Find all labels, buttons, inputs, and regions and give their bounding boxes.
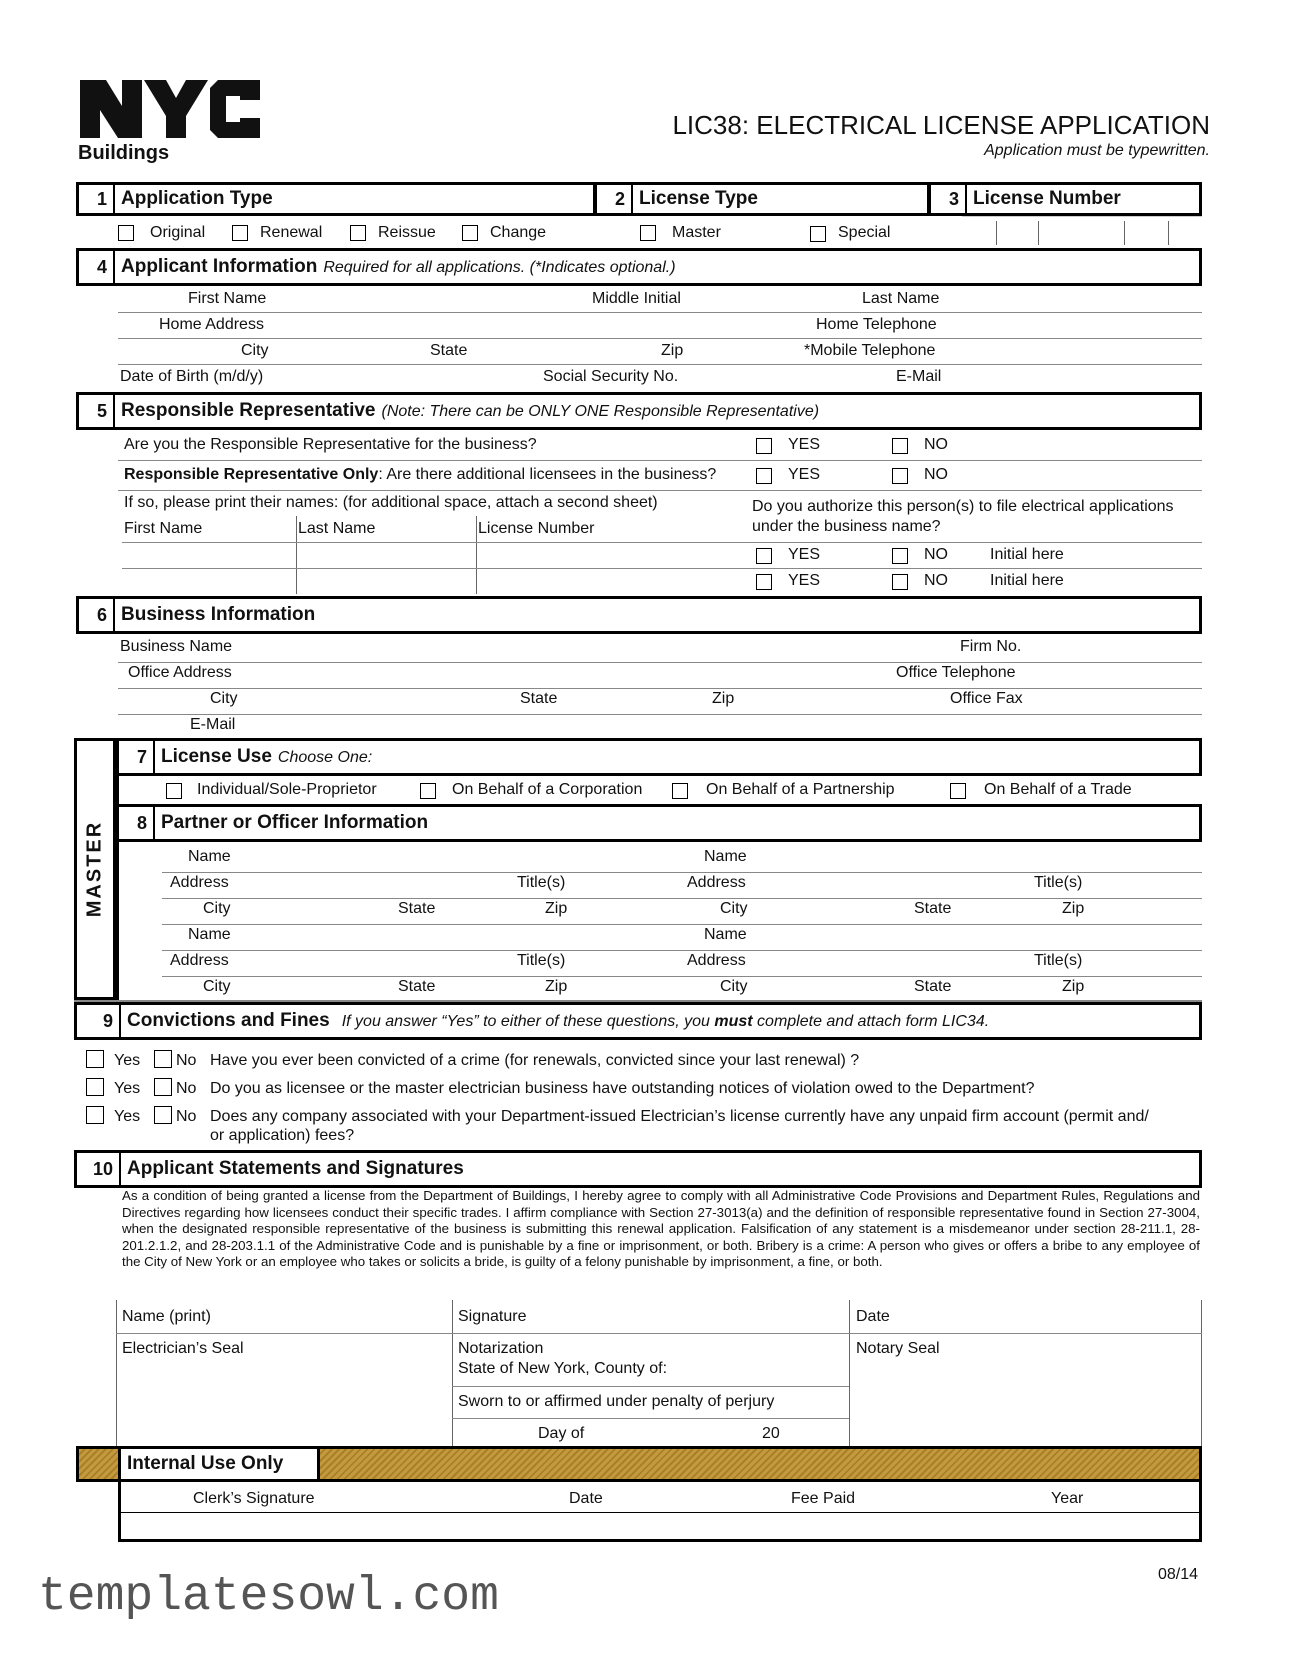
section-4-header xyxy=(76,248,1202,286)
special-label: Special xyxy=(838,224,891,241)
watermark: templatesowl.com xyxy=(38,1570,499,1624)
q2-no-checkbox[interactable] xyxy=(154,1078,172,1096)
digit-divider xyxy=(996,221,997,245)
field-line xyxy=(118,490,1202,491)
note-post: complete and attach form LIC34. xyxy=(752,1013,990,1030)
internal-use-title: Internal Use Only xyxy=(118,1446,320,1482)
rr-yes-checkbox[interactable] xyxy=(756,438,772,454)
no-label: No xyxy=(176,1080,197,1097)
year-prefix-label: 20 xyxy=(762,1425,780,1442)
sole-proprietor-checkbox[interactable] xyxy=(166,783,182,799)
original-label: Original xyxy=(150,224,206,241)
section-title: License Number xyxy=(973,188,1121,209)
section-7-header xyxy=(116,738,1202,776)
home-telephone-label: Home Telephone xyxy=(816,316,937,333)
master-section-label: MASTER xyxy=(74,738,116,1000)
partner-4-zip-label: Zip xyxy=(1062,978,1085,995)
form-title: LIC38: ELECTRICAL LICENSE APPLICATION xyxy=(672,110,1210,140)
internal-use-table xyxy=(118,1482,1202,1542)
sworn-label: Sworn to or affirmed under penalty of perjury xyxy=(458,1393,775,1410)
yes-label: YES xyxy=(788,466,821,483)
field-line xyxy=(118,662,1202,663)
partner-1-name-label: Name xyxy=(188,848,231,865)
additional-yes-checkbox[interactable] xyxy=(756,468,772,484)
authorize-1-yes-checkbox[interactable] xyxy=(756,548,772,564)
section-3-header xyxy=(928,182,1202,216)
yes-label: YES xyxy=(788,436,821,453)
section-number: 7 xyxy=(119,741,155,773)
special-checkbox[interactable] xyxy=(810,226,826,242)
rr-no-checkbox[interactable] xyxy=(892,438,908,454)
field-line xyxy=(121,1512,1199,1513)
date-field[interactable]: Date xyxy=(856,1308,890,1325)
section-title: Business Information xyxy=(121,604,316,625)
initial-here-label: Initial here xyxy=(990,572,1064,589)
last-name-label: Last Name xyxy=(862,290,940,307)
violations-question: Do you as licensee or the master electrician business have outstanding notices of violation owed to the Department? xyxy=(210,1080,1035,1097)
partner-3-name-label: Name xyxy=(188,926,231,943)
fee-paid-label: Fee Paid xyxy=(791,1490,856,1507)
city-label: City xyxy=(241,342,269,359)
field-line xyxy=(118,338,1202,339)
section-5-header xyxy=(76,392,1202,430)
original-checkbox[interactable] xyxy=(118,225,134,241)
partner-3-address-label: Address xyxy=(170,952,229,969)
unpaid-fees-question-cont: or application) fees? xyxy=(210,1127,355,1144)
zip-label: Zip xyxy=(712,690,735,707)
initial-here-label: Initial here xyxy=(990,546,1064,563)
q1-no-checkbox[interactable] xyxy=(154,1050,172,1068)
note-pre: If you answer “Yes” to either of these questions, you xyxy=(341,1013,715,1030)
no-label: No xyxy=(176,1052,197,1069)
print-names-instruction: If so, please print their names: (for additional space, attach a second sheet) xyxy=(124,494,658,511)
internal-date-label: Date xyxy=(569,1490,603,1507)
section-title: License Type xyxy=(639,188,758,209)
q1-yes-checkbox[interactable] xyxy=(86,1050,104,1068)
signature-field[interactable]: Signature xyxy=(458,1308,527,1325)
partner-2-city-label: City xyxy=(720,900,748,917)
partner-4-name-label: Name xyxy=(704,926,747,943)
reissue-label: Reissue xyxy=(378,224,436,241)
q2-yes-checkbox[interactable] xyxy=(86,1078,104,1096)
field-line xyxy=(452,1418,849,1419)
field-line xyxy=(122,542,1202,543)
section-1-header xyxy=(76,182,596,216)
section-number: 4 xyxy=(79,251,115,283)
trade-checkbox[interactable] xyxy=(950,783,966,799)
yes-label: YES xyxy=(788,572,821,589)
partner-3-state-label: State xyxy=(398,978,436,995)
section-border xyxy=(116,842,119,1000)
section-6-header xyxy=(76,596,1202,634)
year-label: Year xyxy=(1051,1490,1084,1507)
yes-label: YES xyxy=(788,546,821,563)
partner-2-titles-label: Title(s) xyxy=(1034,874,1083,891)
ssn-label: Social Security No. xyxy=(543,368,679,385)
section-note: (Note: There can be ONLY ONE Responsible Representative) xyxy=(381,403,820,420)
logo-subtitle: Buildings xyxy=(78,142,170,164)
partner-1-zip-label: Zip xyxy=(545,900,568,917)
authorize-2-yes-checkbox[interactable] xyxy=(756,574,772,590)
column-divider xyxy=(296,516,297,594)
partner-1-titles-label: Title(s) xyxy=(517,874,566,891)
section-2-header xyxy=(594,182,930,216)
yes-label: Yes xyxy=(114,1108,141,1125)
first-name-label: First Name xyxy=(188,290,267,307)
partner-3-city-label: City xyxy=(203,978,231,995)
field-line xyxy=(118,364,1202,365)
mobile-telephone-label: *Mobile Telephone xyxy=(804,342,936,359)
renewal-label: Renewal xyxy=(260,224,323,241)
section-number: 10 xyxy=(77,1153,121,1185)
section-number: 3 xyxy=(931,185,967,213)
q3-no-checkbox[interactable] xyxy=(154,1106,172,1124)
renewal-checkbox[interactable] xyxy=(232,225,248,241)
notarization-label: Notarization xyxy=(458,1340,544,1357)
sole-proprietor-label: Individual/Sole-Proprietor xyxy=(197,781,377,798)
rr-only-bold: Responsible Representative Only xyxy=(124,466,379,483)
partner-3-zip-label: Zip xyxy=(545,978,568,995)
partnership-checkbox[interactable] xyxy=(672,783,688,799)
additional-licensees-question xyxy=(124,466,716,484)
state-label: State xyxy=(430,342,468,359)
partner-2-address-label: Address xyxy=(687,874,746,891)
section-title: Partner or Officer Information xyxy=(161,812,429,833)
office-address-label: Office Address xyxy=(128,664,232,681)
section-title: Applicant Statements and Signatures xyxy=(127,1158,464,1179)
additional-no-checkbox[interactable] xyxy=(892,468,908,484)
corporation-label: On Behalf of a Corporation xyxy=(452,781,643,798)
column-divider xyxy=(476,516,477,594)
digit-divider xyxy=(1168,221,1169,245)
no-label: NO xyxy=(924,436,948,453)
master-label: Master xyxy=(672,224,721,241)
authorize-2-no-checkbox[interactable] xyxy=(892,574,908,590)
col-license-number: License Number xyxy=(478,520,595,537)
field-line xyxy=(452,1386,849,1387)
section-title: Responsible Representative xyxy=(121,400,376,421)
field-line xyxy=(122,568,1202,569)
partner-4-address-label: Address xyxy=(687,952,746,969)
middle-initial-label: Middle Initial xyxy=(592,290,681,307)
section-title: Applicant Information xyxy=(121,256,318,277)
partner-4-city-label: City xyxy=(720,978,748,995)
section-number: 5 xyxy=(79,395,115,427)
dob-label: Date of Birth (m/d/y) xyxy=(120,368,264,385)
field-line xyxy=(162,950,1202,951)
name-print-field[interactable]: Name (print) xyxy=(122,1308,211,1325)
partner-1-city-label: City xyxy=(203,900,231,917)
conviction-question: Have you ever been convicted of a crime (for renewals, convicted since your last renewal) ? xyxy=(210,1052,860,1069)
office-telephone-label: Office Telephone xyxy=(896,664,1016,681)
field-line xyxy=(118,714,1202,715)
firm-no-label: Firm No. xyxy=(960,638,1022,655)
section-number: 6 xyxy=(79,599,115,631)
section-note: Required for all applications. (*Indicates optional.) xyxy=(323,259,676,276)
authorize-1-no-checkbox[interactable] xyxy=(892,548,908,564)
office-fax-label: Office Fax xyxy=(950,690,1023,707)
applicant-statement: As a condition of being granted a license from the Department of Buildings, I hereby agree to comply with all Administrative Code Provisions and Department Rules, Regulations and Directives regarding how licensees conduct their specific trades. I affirm compliance with Section 27-3013(a) and the definition of responsible representative found in Section 27-3004, when the designated responsible representative of the business is submitting this renewal application. Falsification of any statement is a misdemeanor under section 28-211.1, 28-201.2.1.2, and 28-203.1.1 of the Administrative Code and is punishable by a fine or imprisonment, or both. Bribery is a crime: A person who gives or offers a bribe to any employee of the City of New York or an employee who takes or solicits a bride, is guilty of a felony punishable by imprisonment, a fine, or both. xyxy=(122,1188,1200,1270)
digit-divider xyxy=(1124,221,1125,245)
authorize-question: Do you authorize this person(s) to file electrical applications xyxy=(752,498,1174,515)
yes-label: Yes xyxy=(114,1080,141,1097)
partnership-label: On Behalf of a Partnership xyxy=(706,781,895,798)
col-last-name: Last Name xyxy=(298,520,376,537)
col-first-name: First Name xyxy=(124,520,203,537)
partner-4-titles-label: Title(s) xyxy=(1034,952,1083,969)
city-label: City xyxy=(210,690,238,707)
partner-2-zip-label: Zip xyxy=(1062,900,1085,917)
column-divider xyxy=(452,1300,453,1446)
corporation-checkbox[interactable] xyxy=(420,783,436,799)
field-line xyxy=(162,976,1202,977)
reissue-checkbox[interactable] xyxy=(350,225,366,241)
nyc-logo xyxy=(78,76,263,142)
change-label: Change xyxy=(490,224,547,241)
day-of-label: Day of xyxy=(538,1425,585,1442)
authorize-question-2: under the business name? xyxy=(752,518,941,535)
home-address-label: Home Address xyxy=(159,316,264,333)
section-title: License Use xyxy=(161,746,272,767)
yes-label: Yes xyxy=(114,1052,141,1069)
section-title: Application Type xyxy=(121,188,273,209)
section-note: Choose One: xyxy=(277,749,373,766)
section-number: 1 xyxy=(79,185,115,213)
partner-2-name-label: Name xyxy=(704,848,747,865)
section-number: 2 xyxy=(597,185,633,213)
form-revision: 08/14 xyxy=(1157,1566,1198,1583)
change-checkbox[interactable] xyxy=(462,225,478,241)
clerk-signature-label: Clerk’s Signature xyxy=(193,1490,315,1507)
field-line xyxy=(162,898,1202,899)
no-label: NO xyxy=(924,546,948,563)
section-number: 9 xyxy=(77,1005,121,1037)
partner-1-address-label: Address xyxy=(170,874,229,891)
electrician-seal-label: Electrician’s Seal xyxy=(122,1340,244,1357)
section-8-header xyxy=(116,804,1202,842)
section-number: 8 xyxy=(119,807,155,839)
partner-3-titles-label: Title(s) xyxy=(517,952,566,969)
question-text: : Are there additional licensees in the business? xyxy=(378,466,717,483)
section-10-header xyxy=(74,1150,1202,1188)
trade-label: On Behalf of a Trade xyxy=(984,781,1132,798)
q3-yes-checkbox[interactable] xyxy=(86,1106,104,1124)
field-line xyxy=(162,924,1202,925)
field-line xyxy=(116,1333,1202,1334)
zip-label: Zip xyxy=(661,342,684,359)
state-county-label: State of New York, County of: xyxy=(458,1360,668,1377)
partner-4-state-label: State xyxy=(914,978,952,995)
partner-2-state-label: State xyxy=(914,900,952,917)
field-line xyxy=(162,872,1202,873)
rr-question: Are you the Responsible Representative for the business? xyxy=(124,436,537,453)
notary-seal-label: Notary Seal xyxy=(856,1340,940,1357)
note-bold: must xyxy=(714,1013,753,1030)
state-label: State xyxy=(520,690,558,707)
field-line xyxy=(118,312,1202,313)
field-line xyxy=(118,688,1202,689)
email-label: E-Mail xyxy=(190,716,236,733)
business-name-label: Business Name xyxy=(120,638,233,655)
license-number-input[interactable] xyxy=(962,216,1202,247)
digit-divider xyxy=(1038,221,1039,245)
no-label: NO xyxy=(924,466,948,483)
field-line xyxy=(118,460,1202,461)
section-title: Convictions and Fines xyxy=(127,1010,330,1031)
partner-1-state-label: State xyxy=(398,900,436,917)
column-divider xyxy=(849,1300,850,1446)
no-label: NO xyxy=(924,572,948,589)
unpaid-fees-question: Does any company associated with your Department-issued Electrician’s license currently have any unpaid firm account (permit and/ xyxy=(210,1108,1149,1125)
master-checkbox[interactable] xyxy=(640,225,656,241)
no-label: No xyxy=(176,1108,197,1125)
section-9-header xyxy=(74,1002,1202,1040)
email-label: E-Mail xyxy=(896,368,942,385)
form-subtitle: Application must be typewritten. xyxy=(984,142,1210,159)
